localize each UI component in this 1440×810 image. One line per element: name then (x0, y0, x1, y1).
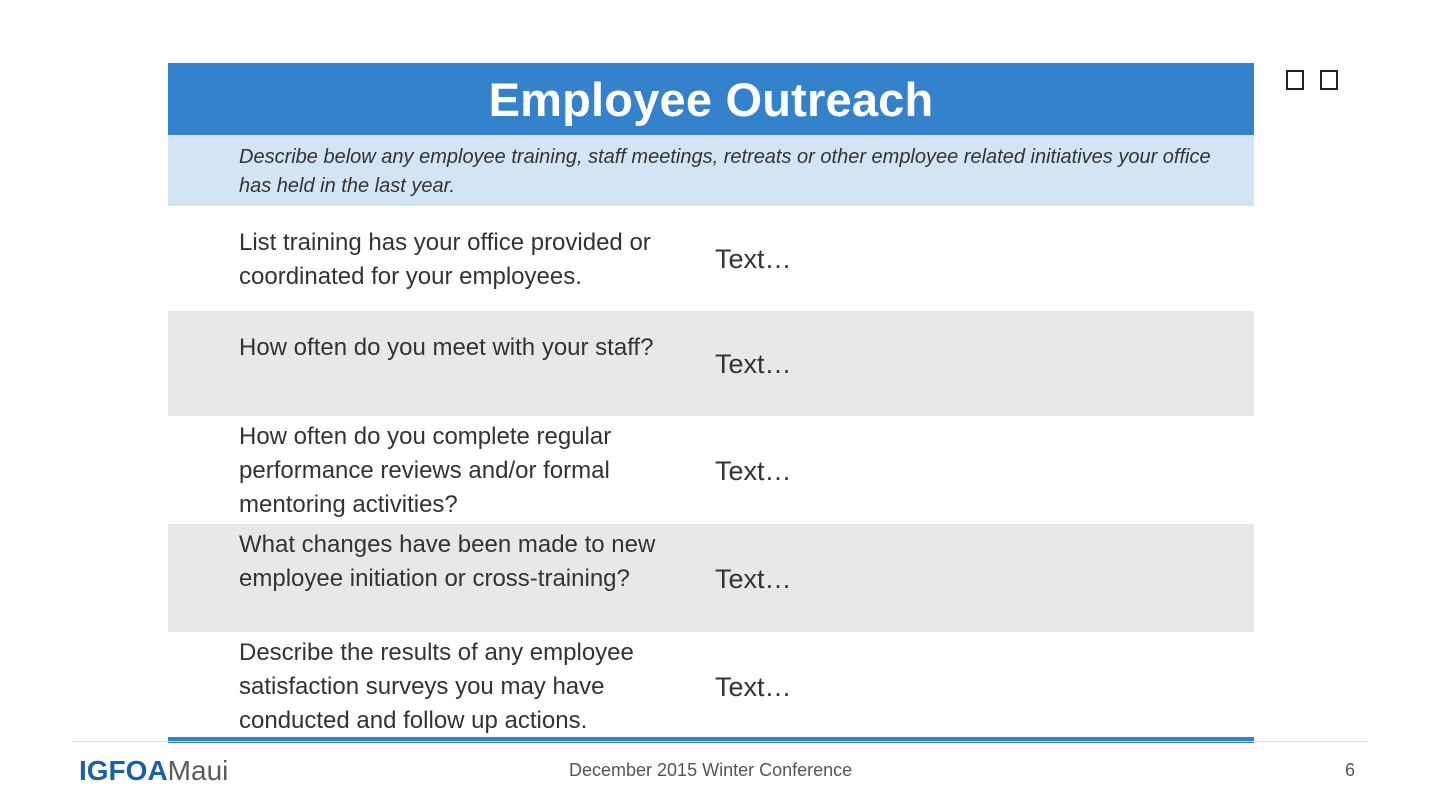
table-row (168, 206, 1254, 311)
question-text: What changes have been made to new employee initiation or cross-training? (239, 531, 656, 592)
conference-label: December 2015 Winter Conference (569, 760, 853, 780)
answer-text[interactable]: Text… (715, 672, 792, 702)
logo-light-text: Maui (167, 755, 229, 786)
outreach-table (168, 63, 1254, 743)
igfoa-logo (79, 755, 228, 787)
question-text: Describe the results of any employee satisfaction surveys you may have conducted and follow up actions. (239, 639, 634, 734)
answer-text[interactable]: Text… (715, 564, 792, 594)
table-description: Describe below any employee training, staff meetings, retreats or other employee related initiatives your office has held in the last year. (168, 135, 1254, 206)
table-row (168, 632, 1254, 737)
table-title: Employee Outreach (168, 63, 1254, 135)
table-row (168, 416, 1254, 524)
table-row (168, 524, 1254, 632)
footer-divider (72, 741, 1368, 742)
question-text: How often do you meet with your staff? (239, 334, 654, 361)
answer-text[interactable]: Text… (715, 456, 792, 486)
answer-text[interactable]: Text… (715, 244, 792, 274)
logo-strong-text: IGFOA (79, 755, 168, 786)
answer-text[interactable]: Text… (715, 349, 792, 379)
question-text: How often do you complete regular performance reviews and/or formal mentoring activities? (239, 423, 612, 518)
square-glyph-icon (1286, 70, 1304, 90)
table-row (168, 311, 1254, 416)
page-number: 6 (1345, 760, 1356, 780)
square-glyph-icon (1320, 70, 1338, 90)
question-text: List training has your office provided or coordinated for your employees. (239, 229, 651, 290)
icon-group (1286, 70, 1338, 90)
